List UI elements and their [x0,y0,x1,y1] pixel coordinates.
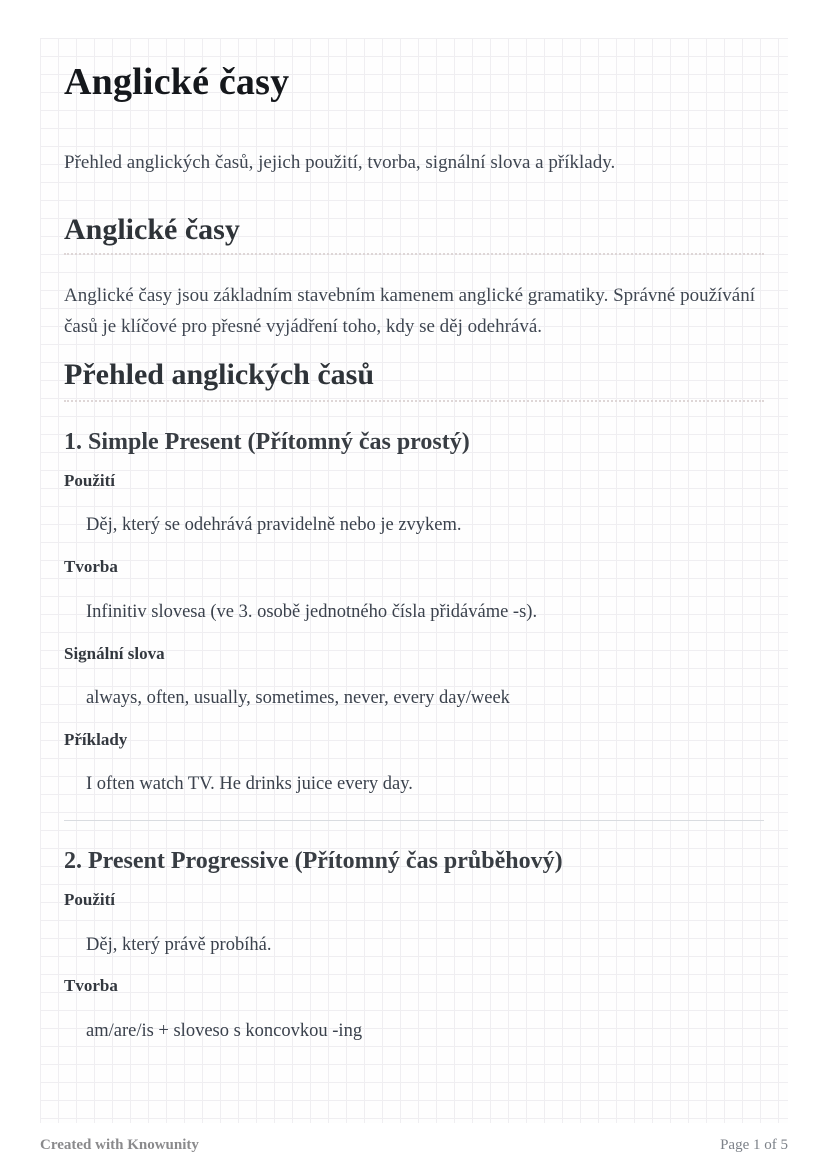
page-footer [40,1137,788,1154]
intro-paragraph: Přehled anglických časů, jejich použití, tvorba, signální slova a příklady. [64,151,616,173]
footer-page-number: Page 1 of 5 [720,1137,788,1153]
item-label: Příklady [64,729,128,749]
section-heading: Anglické časy [64,212,764,255]
overview-heading: Přehled anglických časů [64,357,764,402]
item-detail: Infinitiv slovesa (ve 3. osobě jednotného čísla přidáváme -s). [86,601,538,622]
section-divider [64,820,764,821]
item-detail: am/are/is + sloveso s koncovkou -ing [86,1020,363,1041]
footer-branding: Created with Knowunity [40,1137,199,1153]
tense-block-present-progressive [64,846,764,1045]
item-detail: always, often, usually, sometimes, never, every day/week [86,687,510,708]
tense-block-simple-present [64,427,764,798]
section-paragraph: Anglické časy jsou základním stavebním kamenem anglické gramatiky. Správné používání časů je klíčové pro přesné vyjádření toho, kdy se děj odehrává. [64,285,756,338]
item-label: Tvorba [64,976,118,996]
tense-heading: 2. Present Progressive (Přítomný čas průběhový) [64,848,563,875]
document-content [40,38,788,1045]
tense-heading: 1. Simple Present (Přítomný čas prostý) [64,429,470,456]
item-detail: Děj, který právě probíhá. [86,934,272,955]
item-detail: I often watch TV. He drinks juice every day. [86,774,413,795]
item-label: Tvorba [64,557,118,577]
item-label: Signální slova [64,643,165,663]
item-label: Použití [64,890,115,910]
document-title: Anglické časy [64,61,290,103]
item-detail: Děj, který se odehrává pravidelně nebo je zvykem. [86,515,462,536]
item-label: Použití [64,471,115,491]
grid-paper-sheet [40,38,788,1123]
